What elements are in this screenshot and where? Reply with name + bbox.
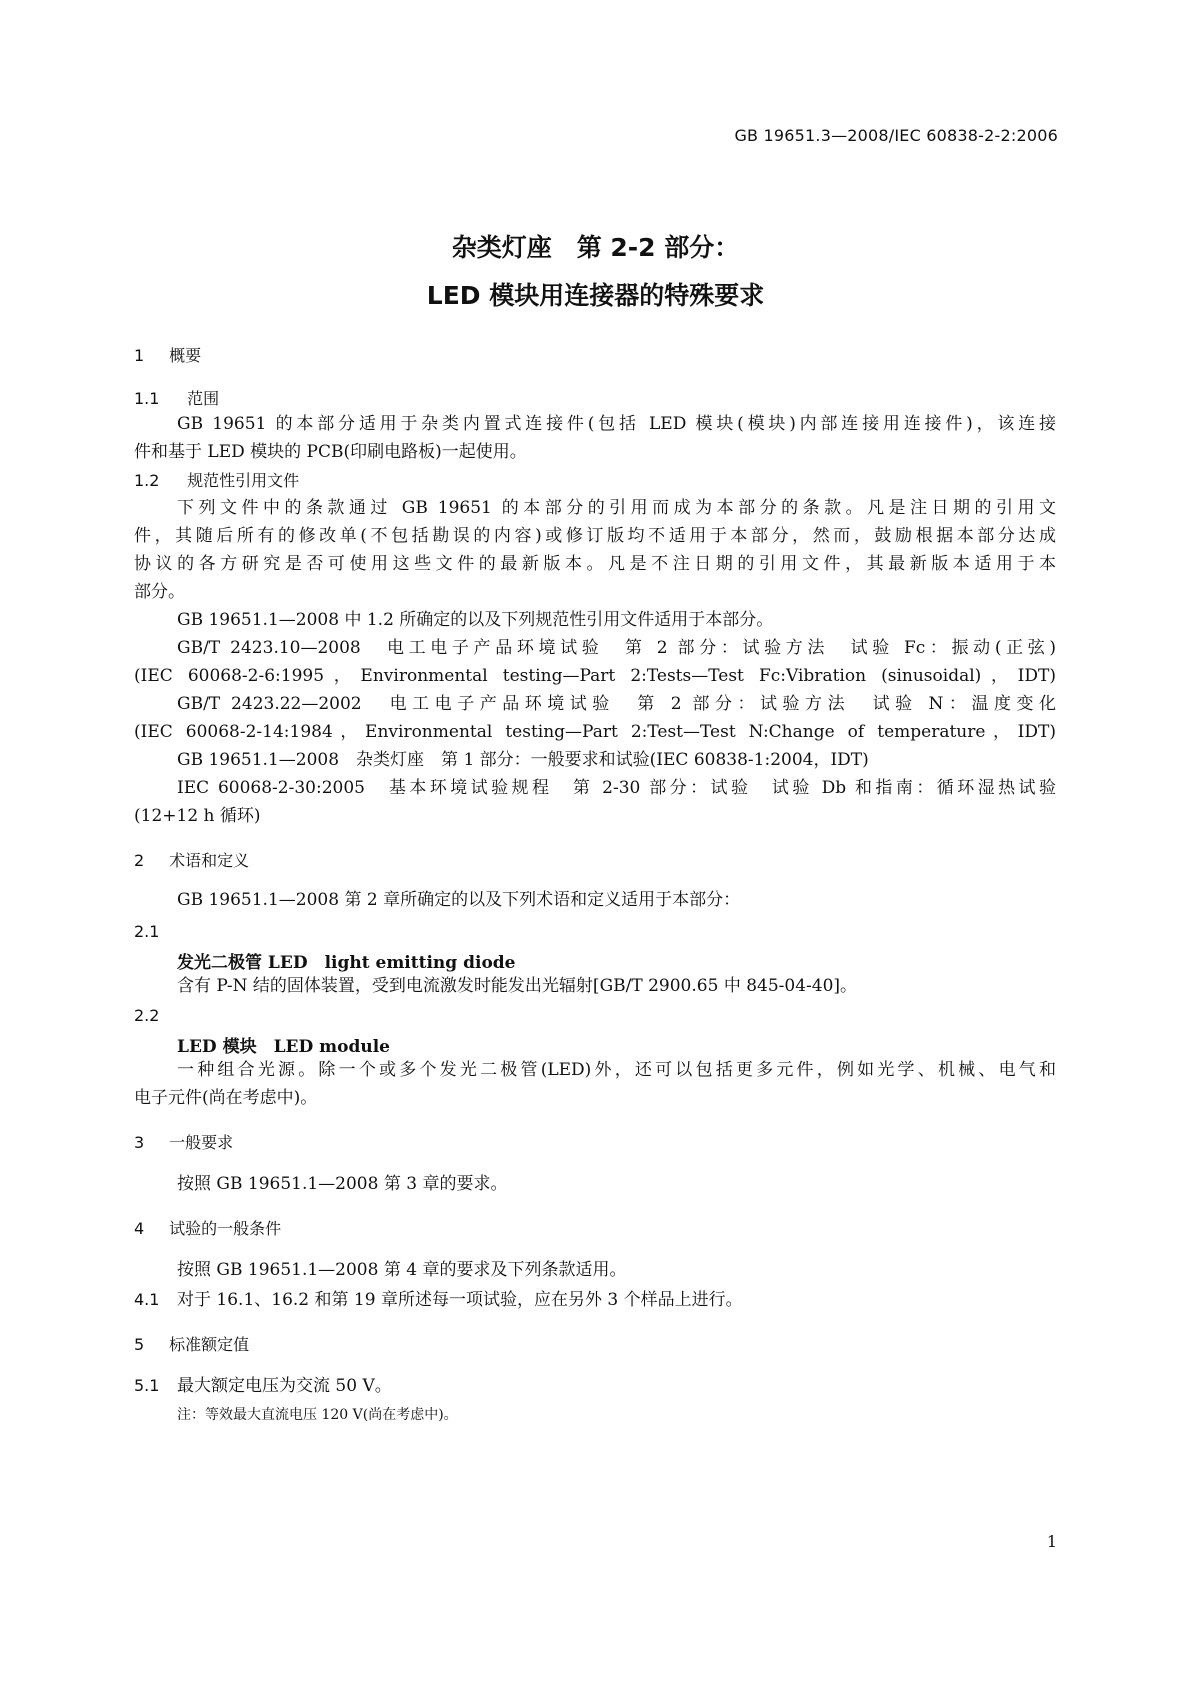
paragraph-line: 按照 GB 19651.1—2008 第 3 章的要求。	[177, 1174, 508, 1194]
section-title: 概要	[169, 346, 202, 365]
title-line-2: LED 模块用连接器的特殊要求	[426, 281, 765, 310]
paragraph-line: 部分。	[134, 582, 185, 602]
clause-title: 范围	[187, 389, 220, 408]
paragraph-line: GB 19651.1—2008 中 1.2 所确定的以及下列规范性引用文件适用于本部分。	[177, 610, 774, 630]
section-1-heading	[134, 343, 201, 366]
paragraph-line: 按照 GB 19651.1—2008 第 4 章的要求及下列条款适用。	[177, 1260, 627, 1280]
clause-number: 5.1	[134, 1376, 160, 1395]
section-title: 术语和定义	[169, 851, 250, 870]
page-number: 1	[1046, 1532, 1057, 1551]
reference-line: IEC 60068-2-30:2005 基本环境试验规程 第 2-30 部分：试验 试验 Db 和指南：循环湿热试验	[177, 778, 1056, 798]
clause-text: 对于 16.1、16.2 和第 19 章所述每一项试验，应在另外 3 个样品上进行。	[177, 1290, 743, 1310]
clause-number: 1.1	[134, 389, 160, 408]
section-number: 5	[134, 1335, 145, 1354]
definition-term: 发光二极管 LED light emitting diode	[177, 953, 516, 973]
section-3-heading	[134, 1130, 233, 1153]
clause-1-1-heading	[134, 386, 219, 409]
standard-code: GB 19651.3—2008/IEC 60838-2-2:2006	[734, 126, 1058, 145]
paragraph-line: 件，其随后所有的修改单(不包括勘误的内容)或修订版均不适用于本部分，然而，鼓励根据本部分达成	[134, 526, 1056, 546]
definition-term: LED 模块 LED module	[177, 1037, 390, 1057]
clause-1-2-heading	[134, 468, 299, 491]
section-title: 标准额定值	[169, 1335, 250, 1354]
section-4-heading	[134, 1216, 281, 1239]
reference-line: GB/T 2423.10—2008 电工电子产品环境试验 第 2 部分：试验方法 试验 Fc：振动(正弦)	[177, 638, 1056, 658]
section-number: 2	[134, 851, 145, 870]
section-number: 3	[134, 1133, 145, 1152]
clause-4-1	[134, 1288, 1056, 1312]
reference-line: GB/T 2423.22—2002 电工电子产品环境试验 第 2 部分：试验方法 试验 N：温度变化	[177, 694, 1056, 714]
title-line-1: 杂类灯座 第 2-2 部分：	[451, 233, 740, 262]
reference-line: (IEC 60068-2-6:1995，Environmental testing—Part 2:Tests—Test Fc:Vibration (sinusoidal)，IDT)	[134, 666, 1056, 686]
note: 注：等效最大直流电压 120 V(尚在考虑中)。	[177, 1407, 458, 1423]
paragraph-line: 件和基于 LED 模块的 PCB(印刷电路板)一起使用。	[134, 442, 527, 462]
clause-text: 最大额定电压为交流 50 V。	[177, 1376, 392, 1396]
reference-line: (12+12 h 循环)	[134, 806, 261, 826]
paragraph-line: 协议的各方研究是否可使用这些文件的最新版本。凡是不注日期的引用文件，其最新版本适用于本	[134, 554, 1056, 574]
section-5-heading	[134, 1332, 249, 1355]
reference-line: GB 19651.1—2008 杂类灯座 第 1 部分：一般要求和试验(IEC 60838-1:2004，IDT)	[177, 750, 869, 770]
paragraph-line: GB 19651 的本部分适用于杂类内置式连接件(包括 LED 模块(模块)内部连接用连接件)，该连接	[177, 414, 1056, 434]
section-title: 一般要求	[169, 1133, 234, 1152]
clause-number: 4.1	[134, 1290, 160, 1309]
definition-text: 含有 P-N 结的固体装置，受到电流激发时能发出光辐射[GB/T 2900.65 中 845-04-40]。	[177, 976, 858, 996]
clause-number: 1.2	[134, 471, 160, 490]
definition-text: 一种组合光源。除一个或多个发光二极管(LED)外，还可以包括更多元件，例如光学、机械、电气和	[177, 1060, 1056, 1080]
reference-line: (IEC 60068-2-14:1984，Environmental testing—Part 2:Test—Test N:Change of temperature，IDT)	[134, 722, 1056, 742]
section-number: 1	[134, 346, 145, 365]
definition-text: 电子元件(尚在考虑中)。	[134, 1088, 318, 1108]
definition-2-2-number: 2.2	[134, 1006, 160, 1025]
section-number: 4	[134, 1219, 145, 1238]
paragraph-line: GB 19651.1—2008 第 2 章所确定的以及下列术语和定义适用于本部分：	[177, 890, 741, 910]
section-title: 试验的一般条件	[169, 1219, 282, 1238]
clause-title: 规范性引用文件	[187, 471, 300, 490]
clause-5-1	[134, 1374, 1056, 1398]
definition-2-1-number: 2.1	[134, 922, 160, 941]
section-2-heading	[134, 848, 249, 871]
paragraph-line: 下列文件中的条款通过 GB 19651 的本部分的引用而成为本部分的条款。凡是注日期的引用文	[177, 498, 1056, 518]
